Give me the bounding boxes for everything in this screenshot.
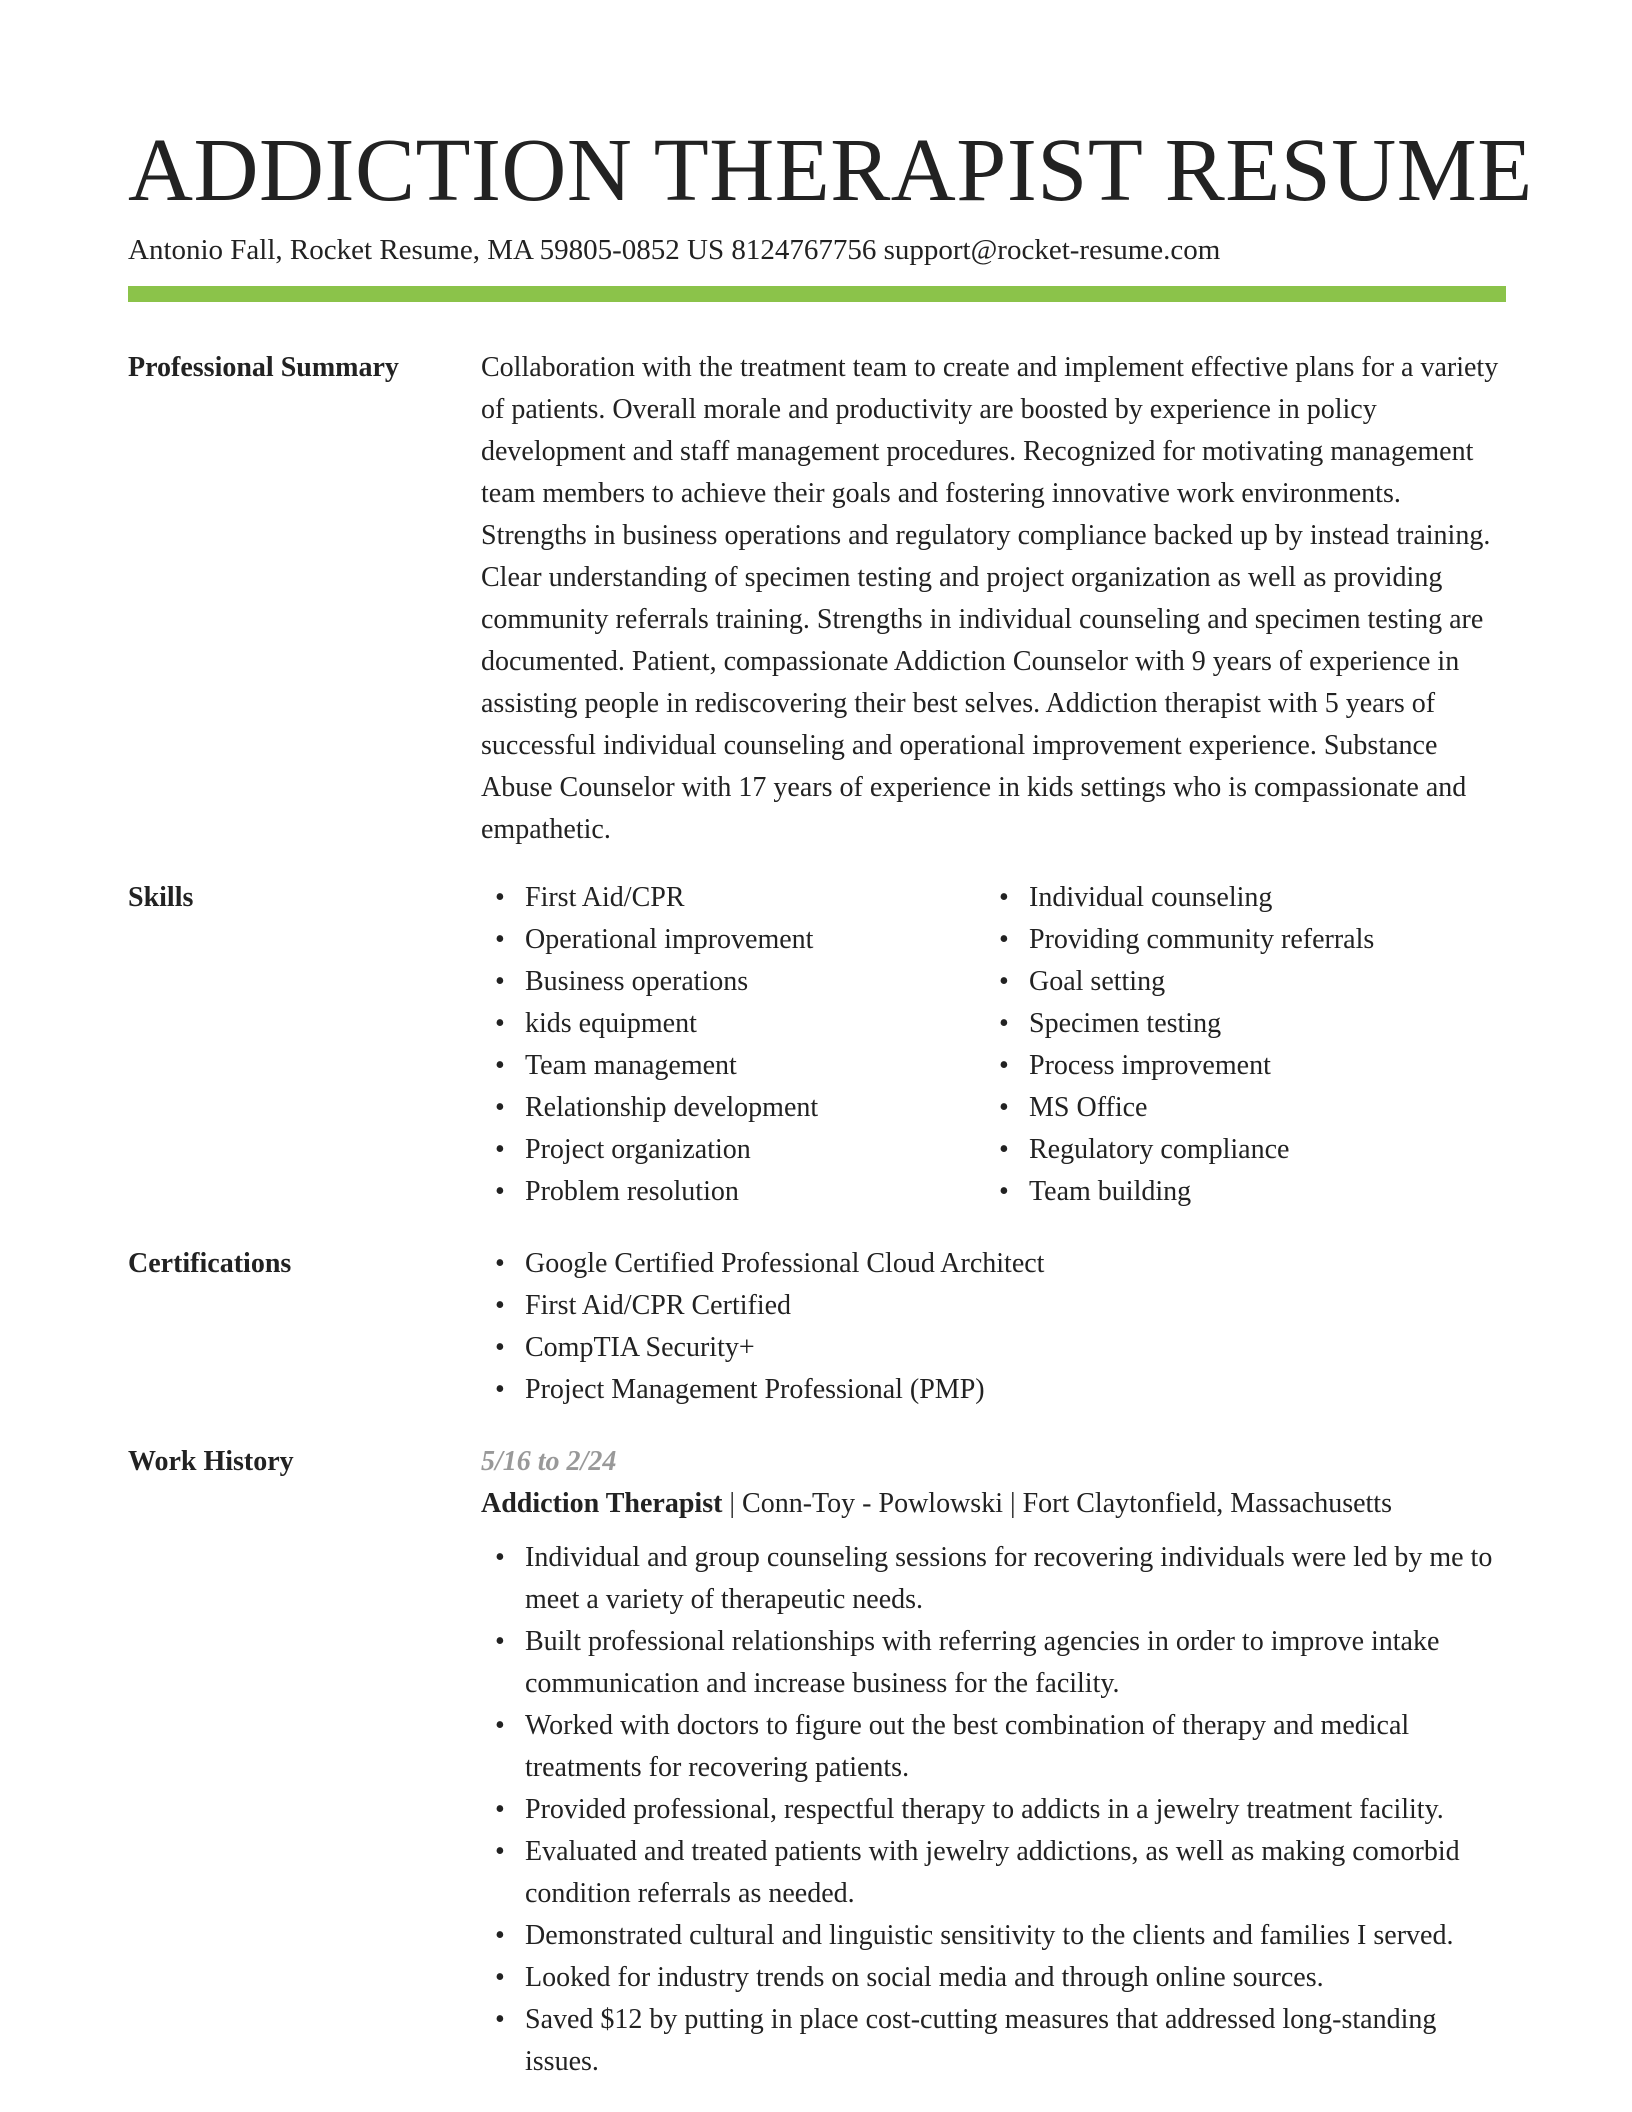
skill-item: • Providing community referrals xyxy=(985,919,1489,961)
work-history-heading: Work History xyxy=(128,1446,294,1477)
certifications-list xyxy=(481,1243,1506,1411)
job-bullet: • Looked for industry trends on social media and through online sources. xyxy=(481,1957,1506,1999)
job-responsibilities xyxy=(481,1537,1506,2083)
accent-divider xyxy=(128,286,1506,302)
skill-item: • Team management xyxy=(481,1045,985,1087)
job-bullet: • Saved $12 by putting in place cost-cutting measures that addressed long-standing issues. xyxy=(481,1999,1506,2083)
skill-item: • MS Office xyxy=(985,1087,1489,1129)
skill-item: • Relationship development xyxy=(481,1087,985,1129)
certification-item: • CompTIA Security+ xyxy=(481,1327,1506,1369)
skills-list-left xyxy=(481,877,985,1213)
skills-heading: Skills xyxy=(128,882,194,913)
job-heading xyxy=(481,1483,1506,1525)
skill-item: • Business operations xyxy=(481,961,985,1003)
skill-item: • Regulatory compliance xyxy=(985,1129,1489,1171)
summary-heading: Professional Summary xyxy=(128,352,399,383)
skill-item: • First Aid/CPR xyxy=(481,877,985,919)
skill-item: • Team building xyxy=(985,1171,1489,1213)
contact-line: Antonio Fall, Rocket Resume, MA 59805-0852 US 8124767756 support@rocket-resume.com xyxy=(128,234,1221,266)
certification-item: • Google Certified Professional Cloud Architect xyxy=(481,1243,1506,1285)
skill-item: • Individual counseling xyxy=(985,877,1489,919)
skill-item: • Problem resolution xyxy=(481,1171,985,1213)
job-employer-location: | Conn-Toy - Powlowski | Fort Claytonfield, Massachusetts xyxy=(722,1488,1392,1519)
summary-text: Collaboration with the treatment team to create and implement effective plans for a variety of patients. Overall morale and productivity are boosted by experience in policy development and staff management procedures. Recognized for motivating management team members to achieve their goals and fostering innovative work environments. Strengths in business operations and regulatory compliance backed up by instead training. Clear understanding of specimen testing and project organization as well as providing community referrals training. Strengths in individual counseling and specimen testing are documented. Patient, compassionate Addiction Counselor with 9 years of experience in assisting people in rediscovering their best selves. Addiction therapist with 5 years of successful individual counseling and operational improvement experience. Substance Abuse Counselor with 17 years of experience in kids settings who is compassionate and empathetic. xyxy=(481,352,1499,845)
certifications-heading: Certifications xyxy=(128,1248,292,1279)
job-dates: 5/16 to 2/24 xyxy=(481,1446,617,1477)
skill-item: • Process improvement xyxy=(985,1045,1489,1087)
job-bullet: • Individual and group counseling sessions for recovering individuals were led by me to meet a variety of therapeutic needs. xyxy=(481,1537,1506,1621)
skill-item: • Operational improvement xyxy=(481,919,985,961)
job-bullet: • Demonstrated cultural and linguistic sensitivity to the clients and families I served. xyxy=(481,1915,1506,1957)
job-bullet: • Worked with doctors to figure out the best combination of therapy and medical treatments for recovering patients. xyxy=(481,1705,1506,1789)
job-bullet: • Evaluated and treated patients with jewelry addictions, as well as making comorbid condition referrals as needed. xyxy=(481,1831,1506,1915)
certification-item: • First Aid/CPR Certified xyxy=(481,1285,1506,1327)
skills-list-right xyxy=(985,877,1489,1213)
skill-item: • kids equipment xyxy=(481,1003,985,1045)
skill-item: • Goal setting xyxy=(985,961,1489,1003)
certification-item: • Project Management Professional (PMP) xyxy=(481,1369,1506,1411)
skill-item: • Project organization xyxy=(481,1129,985,1171)
resume-title: ADDICTION THERAPIST RESUME xyxy=(128,121,1533,220)
skill-item: • Specimen testing xyxy=(985,1003,1489,1045)
job-bullet: • Built professional relationships with referring agencies in order to improve intake communication and increase business for the facility. xyxy=(481,1621,1506,1705)
job-title: Addiction Therapist xyxy=(481,1488,723,1519)
job-entry xyxy=(481,1441,1506,2083)
job-bullet: • Provided professional, respectful therapy to addicts in a jewelry treatment facility. xyxy=(481,1789,1506,1831)
